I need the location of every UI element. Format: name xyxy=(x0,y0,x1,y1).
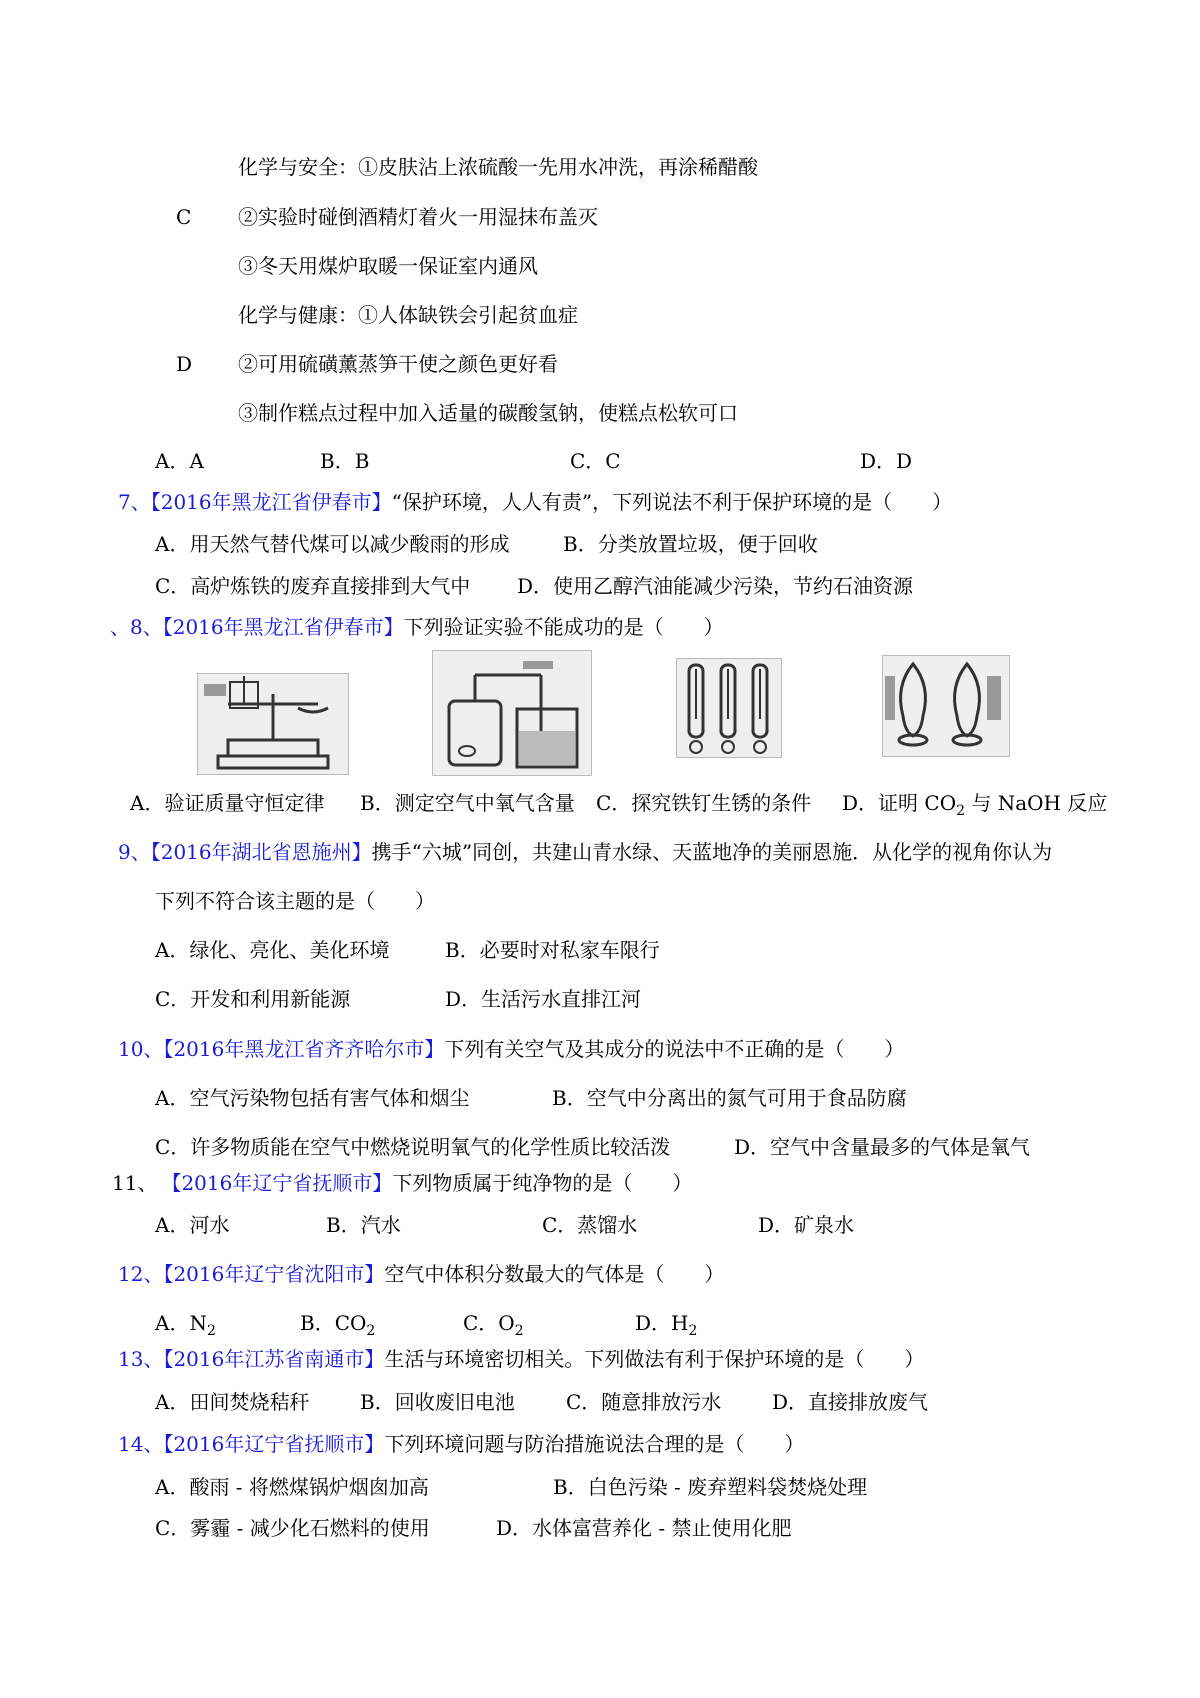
q6-c-line-1: 化学与安全：①皮肤沾上浓硫酸一先用水冲洗，再涂稀醋酸 xyxy=(238,155,758,179)
q13-number: 13、 xyxy=(118,1347,164,1371)
q8-option-d-tail: 与 NaOH 反应 xyxy=(965,791,1108,815)
q12-option-c[interactable] xyxy=(463,1310,524,1344)
q12-option-a-text: A．N xyxy=(155,1311,207,1335)
q9-number: 9、 xyxy=(118,840,151,864)
q12-options xyxy=(155,1310,855,1340)
q12-option-a[interactable] xyxy=(155,1310,216,1344)
q10-number: 10、 xyxy=(118,1037,164,1061)
q13-stem xyxy=(118,1346,924,1372)
q12-option-b[interactable] xyxy=(300,1310,375,1344)
q12-option-b-text: B．CO xyxy=(300,1311,367,1335)
q14-option-c[interactable]: C．雾霾 - 减少化石燃料的使用 xyxy=(155,1516,430,1540)
q11-stem xyxy=(112,1170,692,1196)
q11-option-c[interactable]: C．蒸馏水 xyxy=(542,1213,638,1237)
q11-source: 【2016年辽宁省抚顺市】 xyxy=(171,1171,393,1195)
q7-option-d[interactable]: D．使用乙醇汽油能减少污染，节约石油资源 xyxy=(517,574,914,598)
q8-figure-a-balance xyxy=(197,673,349,775)
q14-stem xyxy=(118,1431,804,1457)
q6-c-label: C xyxy=(176,205,192,229)
q8-stem xyxy=(110,614,724,640)
q11-option-b[interactable]: B．汽水 xyxy=(326,1213,401,1237)
q12-stem xyxy=(118,1261,724,1287)
q6-d-line-1: 化学与健康：①人体缺铁会引起贫血症 xyxy=(238,303,578,327)
q6-option-c[interactable]: C．C xyxy=(570,449,621,473)
q9-text: 携手“六城”同创，共建山青水绿、天蓝地净的美丽恩施．从化学的视角你认为 xyxy=(371,840,1053,864)
q8-figure-b-oxygen-apparatus xyxy=(432,650,592,776)
q6-option-b[interactable]: B．B xyxy=(320,449,370,473)
q6-d-line-3: ③制作糕点过程中加入适量的碳酸氢钠，使糕点松软可口 xyxy=(238,401,738,425)
q12-option-c-text: C．O xyxy=(463,1311,515,1335)
q9-option-d[interactable]: D．生活污水直排江河 xyxy=(445,987,642,1011)
q10-stem xyxy=(118,1036,904,1062)
q10-option-b[interactable]: B．空气中分离出的氮气可用于食品防腐 xyxy=(552,1086,907,1110)
q10-options-row-1 xyxy=(155,1085,1055,1111)
q8-figure-d-bottles xyxy=(882,655,1010,757)
q7-option-a[interactable]: A．用天然气替代煤可以减少酸雨的形成 xyxy=(155,532,510,556)
q12-option-c-subscript: 2 xyxy=(514,1323,524,1339)
q7-number: 7、 xyxy=(118,490,151,514)
q10-option-a[interactable]: A．空气污染物包括有害气体和烟尘 xyxy=(155,1086,470,1110)
q9-option-c[interactable]: C．开发和利用新能源 xyxy=(155,987,351,1011)
q8-source: 【2016年黑龙江省伊春市】 xyxy=(162,615,404,639)
q14-number: 14、 xyxy=(118,1432,164,1456)
q9-option-b[interactable]: B．必要时对私家车限行 xyxy=(445,938,660,962)
q13-option-c[interactable]: C．随意排放污水 xyxy=(566,1390,722,1414)
q10-source: 【2016年黑龙江省齐齐哈尔市】 xyxy=(163,1037,445,1061)
q14-option-a[interactable]: A．酸雨 - 将燃煤锅炉烟囱加高 xyxy=(155,1475,429,1499)
q8-number: 、8、 xyxy=(110,615,163,639)
q14-options-row-1 xyxy=(155,1474,1055,1500)
q6-options xyxy=(155,448,1055,474)
q12-option-d[interactable] xyxy=(635,1310,697,1344)
q10-options-row-2 xyxy=(155,1134,1055,1160)
q12-option-d-text: D．H xyxy=(635,1311,689,1335)
q11-option-a[interactable]: A．河水 xyxy=(155,1213,230,1237)
q8-option-b[interactable]: B．测定空气中氧气含量 xyxy=(360,791,575,815)
q11-number: 11、 xyxy=(112,1171,158,1195)
q7-options-row-1 xyxy=(155,531,1055,557)
q13-option-d[interactable]: D．直接排放废气 xyxy=(772,1390,929,1414)
q12-option-a-subscript: 2 xyxy=(206,1323,216,1339)
q8-option-a[interactable]: A．验证质量守恒定律 xyxy=(130,791,325,815)
q11-options xyxy=(155,1212,1055,1238)
q8-option-d-subscript: 2 xyxy=(956,803,966,819)
q8-option-c[interactable]: C．探究铁钉生锈的条件 xyxy=(596,791,812,815)
q7-option-b[interactable]: B．分类放置垃圾，便于回收 xyxy=(563,532,818,556)
q9-options-row-1 xyxy=(155,937,1055,963)
q11-option-d[interactable]: D．矿泉水 xyxy=(758,1213,855,1237)
q12-number: 12、 xyxy=(118,1262,164,1286)
q11-text: 下列物质属于纯净物的是（ ） xyxy=(392,1171,693,1195)
q9-source: 【2016年湖北省恩施州】 xyxy=(150,840,372,864)
q14-option-b[interactable]: B．白色污染 - 废弃塑料袋焚烧处理 xyxy=(553,1475,868,1499)
q10-text: 下列有关空气及其成分的说法中不正确的是（ ） xyxy=(444,1037,905,1061)
q6-d-label: D xyxy=(176,352,193,376)
q10-option-c[interactable]: C．许多物质能在空气中燃烧说明氧气的化学性质比较活泼 xyxy=(155,1135,671,1159)
q7-stem xyxy=(118,489,952,515)
q6-c-line-3: ③冬天用煤炉取暖一保证室内通风 xyxy=(238,254,538,278)
q7-text: “保护环境，人人有责”，下列说法不利于保护环境的是（ ） xyxy=(391,490,953,514)
q13-option-a[interactable]: A．田间焚烧秸秆 xyxy=(155,1390,310,1414)
q13-text: 生活与环境密切相关。下列做法有利于保护环境的是（ ） xyxy=(384,1347,925,1371)
q14-text: 下列环境问题与防治措施说法合理的是（ ） xyxy=(384,1432,805,1456)
q8-option-d[interactable] xyxy=(842,790,1107,824)
q9-option-a[interactable]: A．绿化、亮化、美化环境 xyxy=(155,938,390,962)
q8-text: 下列验证实验不能成功的是（ ） xyxy=(403,615,724,639)
q7-source: 【2016年黑龙江省伊春市】 xyxy=(150,490,392,514)
q13-options xyxy=(155,1389,1055,1415)
q8-figure-c-test-tubes xyxy=(676,658,782,758)
q9-stem xyxy=(118,839,1052,865)
q14-source: 【2016年辽宁省抚顺市】 xyxy=(163,1432,385,1456)
q8-option-d-text: D．证明 CO xyxy=(842,791,957,815)
q6-c-line-2: ②实验时碰倒酒精灯着火一用湿抹布盖灭 xyxy=(238,205,598,229)
q12-source: 【2016年辽宁省沈阳市】 xyxy=(163,1262,385,1286)
q13-option-b[interactable]: B．回收废旧电池 xyxy=(360,1390,515,1414)
q9-stem-line-2: 下列不符合该主题的是（ ） xyxy=(155,889,435,913)
q7-options-row-2 xyxy=(155,573,1055,599)
q13-source: 【2016年江苏省南通市】 xyxy=(163,1347,385,1371)
q8-options xyxy=(130,790,1130,819)
q12-text: 空气中体积分数最大的气体是（ ） xyxy=(384,1262,725,1286)
q6-option-a[interactable]: A．A xyxy=(155,449,204,473)
q14-option-d[interactable]: D．水体富营养化 - 禁止使用化肥 xyxy=(496,1516,792,1540)
q14-options-row-2 xyxy=(155,1515,1055,1541)
q10-option-d[interactable]: D．空气中含量最多的气体是氧气 xyxy=(734,1135,1031,1159)
q12-option-b-subscript: 2 xyxy=(366,1323,376,1339)
q12-option-d-subscript: 2 xyxy=(688,1323,698,1339)
q6-option-d[interactable]: D．D xyxy=(860,449,913,473)
q6-d-line-2: ②可用硫磺薰蒸笋干使之颜色更好看 xyxy=(238,352,558,376)
q9-options-row-2 xyxy=(155,986,1055,1012)
q7-option-c[interactable]: C．高炉炼铁的废弃直接排到大气中 xyxy=(155,574,471,598)
